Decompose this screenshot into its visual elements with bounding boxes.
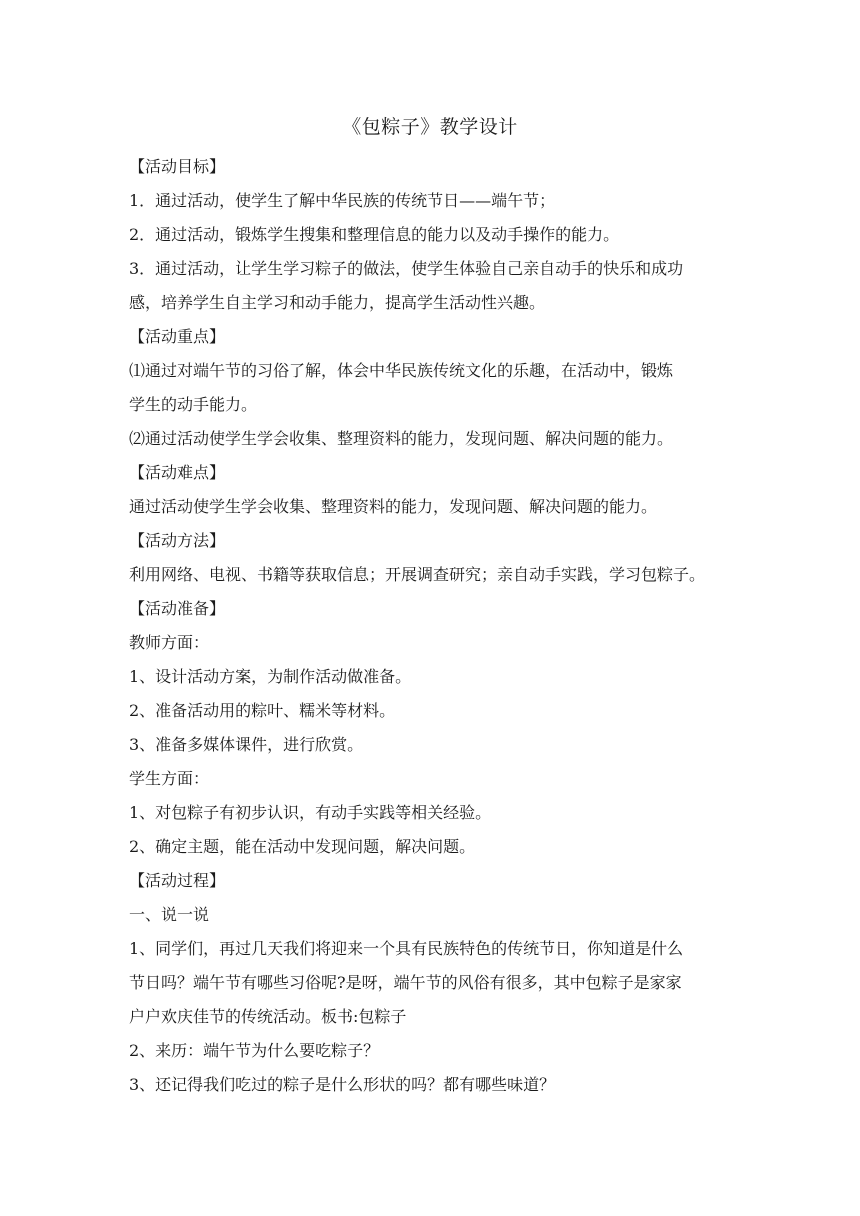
process-item-2: 2、来历：端午节为什么要吃粽子？ [129, 1041, 380, 1060]
teacher-prep-2: 2、准备活动用的粽叶、糯米等材料。 [129, 701, 396, 720]
section-heading-methods: 【活动方法】 [129, 531, 226, 550]
section-heading-preparation: 【活动准备】 [129, 599, 226, 618]
methods-text: 利用网络、电视、书籍等获取信息；开展调查研究；亲自动手实践，学习包粽子。 [129, 565, 706, 584]
process-item-1-cont-2: 户户欢庆佳节的传统活动。板书:包粽子 [129, 1007, 407, 1026]
process-item-3: 3、还记得我们吃过的粽子是什么形状的吗？都有哪些味道？ [129, 1075, 556, 1094]
student-side-label: 学生方面： [129, 769, 210, 788]
teacher-prep-3: 3、准备多媒体课件，进行欣赏。 [129, 735, 364, 754]
process-item-1: 1、同学们，再过几天我们将迎来一个具有民族特色的传统节日，你知道是什么 [129, 939, 684, 958]
document-body [129, 150, 739, 1102]
goal-item-2: 2．通过活动，锻炼学生搜集和整理信息的能力以及动手操作的能力。 [129, 225, 620, 244]
process-item-1-cont-1: 节日吗？端午节有哪些习俗呢?是呀，端午节的风俗有很多，其中包粽子是家家 [129, 973, 682, 992]
key-point-1: ⑴通过对端午节的习俗了解，体会中华民族传统文化的乐趣，在活动中，锻炼 [129, 361, 674, 380]
key-point-2: ⑵通过活动使学生学会收集、整理资料的能力，发现问题、解决问题的能力。 [129, 429, 674, 448]
student-prep-1: 1、对包粽子有初步认识，有动手实践等相关经验。 [129, 803, 492, 822]
goal-item-3: 3．通过活动，让学生学习粽子的做法，使学生体验自己亲自动手的快乐和成功 [129, 259, 684, 278]
teacher-prep-1: 1、设计活动方案，为制作活动做准备。 [129, 667, 412, 686]
key-point-1-cont: 学生的动手能力。 [129, 395, 258, 414]
section-heading-process: 【活动过程】 [129, 871, 226, 890]
goal-item-1: 1．通过活动，使学生了解中华民族的传统节日——端午节； [129, 191, 556, 210]
process-step-heading: 一、说一说 [129, 905, 210, 924]
section-heading-difficulties: 【活动难点】 [129, 463, 226, 482]
difficulty-text: 通过活动使学生学会收集、整理资料的能力，发现问题、解决问题的能力。 [129, 497, 658, 516]
goal-item-3-cont: 感，培养学生自主学习和动手能力，提高学生活动性兴趣。 [129, 293, 546, 312]
section-heading-goals: 【活动目标】 [129, 157, 226, 176]
student-prep-2: 2、确定主题，能在活动中发现问题，解决问题。 [129, 837, 476, 856]
teacher-side-label: 教师方面： [129, 633, 210, 652]
document-title: 《包粽子》教学设计 [342, 116, 518, 138]
section-heading-key-points: 【活动重点】 [129, 327, 226, 346]
